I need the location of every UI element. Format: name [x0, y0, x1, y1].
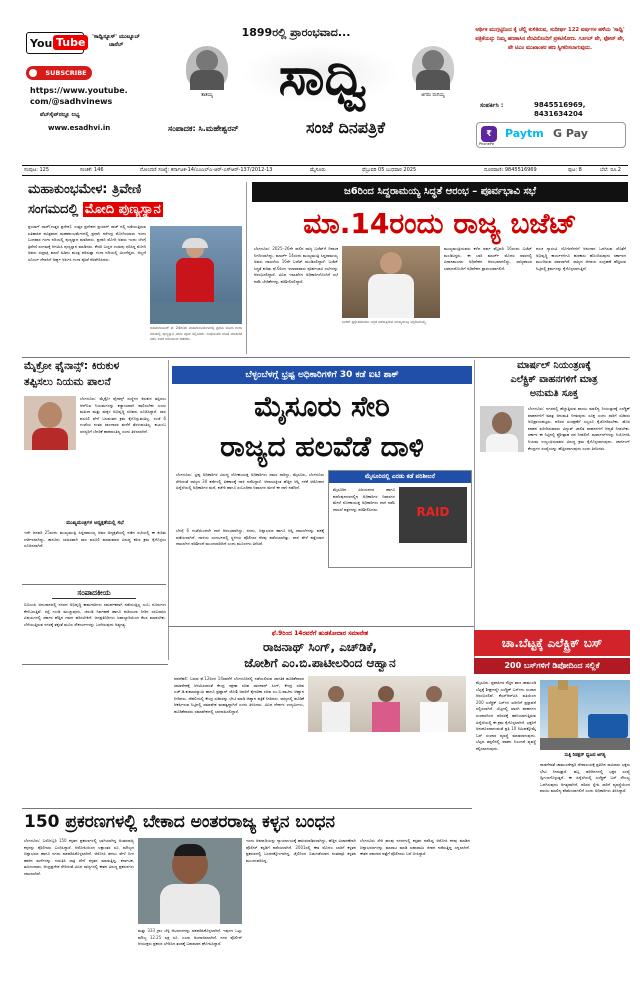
budget-photo-caption: ಬಜೆಟ್ ಪ್ರಸ್ತುತಪಡಿಸಲು ಸಿದ್ಧತೆ ನಡೆಸುತ್ತಿರುವ ಮುಖ್ಯಮಂತ್ರಿ ಸಿದ್ದರಾಮಯ್ಯ. — [342, 320, 427, 324]
editorial-title: ಸಂಪಾದಕೀಯ — [52, 588, 136, 599]
phonepe-label: PhonePe — [479, 142, 494, 146]
meeting-story — [172, 628, 468, 806]
raid-story — [172, 362, 472, 624]
marshal-headline-line2: ಎಲೆಕ್ಟ್ರಿಕ್ ವಾಹನಗಳಿಗೆ ಮಾತ್ರ — [510, 374, 598, 385]
bus-headline: ಚಾ.ಬೆಟ್ಟಕ್ಕೆ ಎಲೆಕ್ಟ್ರಿಕ್ ಬಸ್ — [501, 636, 603, 650]
logo-word: ಸಾಧ್ವಿ — [278, 46, 368, 107]
bus-body: ಮೈಸೂರು: ಪ್ರವಾಸಿಗರ ನೆಚ್ಚಿನ ತಾಣ ಚಾಮುಂಡಿ ಬೆಟ್ಟಕ್ಕೆ ಶೀಘ್ರದಲ್ಲೇ ಎಲೆಕ್ಟ್ರಿಕ್ ಬಸ್‌ಗಳು ಸಂಚಾರ ಆರಂಭಿಸಲಿವೆ. ಕೆಎಸ್‌ಆರ್‌ಟಿಸಿ ವತಿಯಿಂದ 200 ಎಲೆಕ್ಟ್ರಿಕ್ ಬಸ್‌ಗಳ ಖರೀದಿಗೆ ಪ್ರಸ್ತಾವನೆ ಸಲ್ಲಿಸಲಾಗಿದೆ. ಬೆಟ್ಟದಲ್ಲಿ ಖಾಸಗಿ ವಾಹನಗಳ ಸಂಚಾರದಿಂದ ಪರಿಸರಕ್ಕೆ ಹಾನಿಯಾಗುತ್ತಿರುವ ಹಿನ್ನೆಲೆಯಲ್ಲಿ ಈ ಕ್ರಮ ಕೈಗೊಳ್ಳಲಾಗಿದೆ. ಭಕ್ತರಿಗೆ ಅನುಕೂಲವಾಗುವಂತೆ ಪ್ರತಿ 10 ನಿಮಿಷಕ್ಕೊಮ್ಮೆ ಬಸ್ ಸಂಚಾರ ವ್ಯವಸ್ಥೆ ಮಾಡಲಾಗುವುದು. ಬೆಟ್ಟದ ತಪ್ಪಲಿನಲ್ಲಿ ವಾಹನ ನಿಲುಗಡೆ ವ್ಯವಸ್ಥೆ ಕಲ್ಪಿಸಲಾಗುವುದು. — [476, 680, 536, 751]
volume: ಸಂಪುಟ: 125 — [24, 167, 50, 173]
theft-col2: ಮತ್ತು 333 ಗ್ರಾಂ ಬೆಳ್ಳಿ ಆಭರಣಗಳನ್ನು ವಶಪಡಿಸಿಕೊಳ್ಳಲಾಗಿದೆ. ಇವುಗಳ ಒಟ್ಟು ಮೌಲ್ಯ 12.25 ಲಕ್ಷ ರೂ. ಎಂದು ಅಂದಾಜಿಸಲಾಗಿದೆ. ನಗರ ಪೊಲೀಸ್ ಆಯುಕ್ತರು ಪ್ರಕರಣ ಭೇದಿಸಿದ ತಂಡಕ್ಕೆ ಬಹುಮಾನ ಘೋಷಿಸಿದ್ದಾರೆ. — [138, 928, 242, 947]
portrait-left-caption: ತಾತಯ್ಯ — [201, 93, 213, 98]
kumbh-headline-line1: ಮಹಾಕುಂಭಮೇಳ: ತ್ರಿವೇಣಿ — [28, 182, 142, 197]
meeting-body: ನವದೆಹಲಿ: ಬರುವ ಫೆ.12ರಿಂದ 14ರವರೆಗೆ ಬೆಂಗಳೂರಿನಲ್ಲಿ ನಡೆಯಲಿರುವ ಜಾಗತಿಕ ಹೂಡಿಕೆದಾರರ ಸಮಾವೇಶಕ್ಕೆ ಆಗಮಿಸುವಂತೆ ಕೇಂದ್ರ ರಕ್ಷಣಾ ಸಚಿವ ರಾಜನಾಥ್ ಸಿಂಗ್, ಕೇಂದ್ರ ಸಚಿವ ಎಚ್.ಡಿ.ಕುಮಾರಸ್ವಾಮಿ ಹಾಗೂ ಪ್ರಹ್ಲಾದ್ ಜೋಶಿ ಅವರಿಗೆ ಕೈಗಾರಿಕಾ ಸಚಿವ ಎಂ.ಬಿ.ಪಾಟೀಲ ಆಹ್ವಾನ ನೀಡಿದರು. ದೆಹಲಿಯಲ್ಲಿ ಕೇಂದ್ರ ಸಚಿವರನ್ನು ಭೇಟಿ ಮಾಡಿ ಆಹ್ವಾನ ಪತ್ರಿಕೆ ನೀಡಿದರು. ರಾಜ್ಯದಲ್ಲಿ ಹೂಡಿಕೆ ಆಕರ್ಷಿಸುವ ನಿಟ್ಟಿನಲ್ಲಿ ಸಮಾವೇಶ ಮಹತ್ವದ್ದಾಗಿದೆ ಎಂದು ತಿಳಿಸಿದರು. ವಿವಿಧ ದೇಶಗಳ ಉದ್ಯಮಿಗಳು, ಹೂಡಿಕೆದಾರರು ಸಮಾವೇಶದಲ್ಲಿ ಭಾಗವಹಿಸಲಿದ್ದಾರೆ. — [174, 676, 304, 714]
meeting-photo — [308, 676, 466, 732]
date-bar — [22, 165, 628, 176]
raid-box-title: ಮೈಸೂರಿನಲ್ಲಿ ಎರಡು ಕಡೆ ಪರಿಶೀಲನೆ — [365, 473, 435, 480]
raid-kicker: ಬೆಳ್ಳಂಬೆಳಗ್ಗೆ ಭ್ರಷ್ಟ ಅಧಿಕಾರಿಗಳಿಗೆ 30 ಕಡೆ ಐಟಿ ಶಾಕ್ — [245, 370, 399, 380]
budget-col3: ಪಂಚ ಗ್ಯಾರಂಟಿ ಯೋಜನೆಗಳಿಗೆ ಅನುದಾನ ಒದಗಿಸುವ ಜೊತೆಗೆ ಅಭಿವೃದ್ಧಿ ಕಾರ್ಯಗಳಿಗೂ ಹಣಕಾಸು ಹೊಂದಿಸುವುದು ಸರ್ಕಾರದ ಮುಂದಿರುವ ಸವಾಲಾಗಿದೆ. ರಾಜ್ಯದ ಆದಾಯ ಸಂಗ್ರಹಣೆ ಹೆಚ್ಚಿಸುವ ನಿಟ್ಟಿನಲ್ಲಿ ಕ್ರಮಗಳನ್ನು ಕೈಗೊಳ್ಳಲಾಗುತ್ತಿದೆ. — [536, 246, 626, 271]
youtube-logo-you: You — [30, 37, 53, 50]
raid-box-body: ಮೈಸೂರಿನ ವಿಜಯನಗರ ಹಾಗೂ ಕುವೆಂಪುನಗರದಲ್ಲಿನ ಅಧಿಕಾರಿಗಳ ನಿವಾಸಗಳ ಮೇಲೆ ಲೋಕಾಯುಕ್ತ ಅಧಿಕಾರಿಗಳು ದಾಳಿ ನಡೆಸಿ ದಾಖಲೆ ಪತ್ರಗಳನ್ನು ಪರಿಶೀಲಿಸಿದರು. — [333, 487, 395, 512]
youtube-url-line2: com/@sadhvinews — [30, 97, 113, 106]
city: ಮೈಸೂರು — [310, 167, 326, 173]
bus-body2: ನಾಡದೇವತೆ ಚಾಮುಂಡೇಶ್ವರಿ ದೇವಾಲಯಕ್ಕೆ ಪ್ರತಿದಿನ ಸಾವಿರಾರು ಭಕ್ತರು ಭೇಟಿ ನೀಡುತ್ತಾರೆ. ಹಬ್ಬ ಹರಿದಿನಗಳಲ್ಲಿ ಭಕ್ತರ ಸಂಖ್ಯೆ ದ್ವಿಗುಣಗೊಳ್ಳುತ್ತದೆ. ಈ ಹಿನ್ನೆಲೆಯಲ್ಲಿ ಎಲೆಕ್ಟ್ರಿಕ್ ಬಸ್ ಸೌಲಭ್ಯ ಒದಗಿಸುವುದು ಅಗತ್ಯವಾಗಿದೆ. ಪರಿಸರ ಸ್ನೇಹಿ ಸಾರಿಗೆ ವ್ಯವಸ್ಥೆಯಿಂದ ವಾಯು ಮಾಲಿನ್ಯ ಕಡಿಮೆಯಾಗಲಿದೆ ಎಂದು ಅಧಿಕಾರಿಗಳು ತಿಳಿಸಿದ್ದಾರೆ. — [540, 762, 630, 794]
kumbh-headline-part-a: ಸಂಗಮದಲ್ಲಿ — [28, 202, 83, 217]
portrait-left — [186, 46, 228, 90]
theft-story — [22, 812, 472, 988]
raid-body1: ಬೆಂಗಳೂರು: ಭ್ರಷ್ಟ ಅಧಿಕಾರಿಗಳ ವಿರುದ್ಧ ಲೋಕಾಯುಕ್ತ ಅಧಿಕಾರಿಗಳು ಸಮರ ಸಾರಿದ್ದು, ಮೈಸೂರು, ಬೆಂಗಳೂರು ಸೇರಿದಂತೆ ರಾಜ್ಯದ 30 ಕಡೆಗಳಲ್ಲಿ ಏಕಕಾಲಕ್ಕೆ ದಾಳಿ ನಡೆಸಿದ್ದಾರೆ. ಆದಾಯಕ್ಕಿಂತ ಹೆಚ್ಚಿನ ಆಸ್ತಿ ಗಳಿಕೆ ಆರೋಪದ ಹಿನ್ನೆಲೆಯಲ್ಲಿ ಅಧಿಕಾರಿಗಳ ಮನೆ, ಕಚೇರಿ ಹಾಗೂ ಸಂಬಂಧಿಕರ ನಿವಾಸಗಳ ಮೇಲೆ ಈ ದಾಳಿ ನಡೆದಿದೆ. — [176, 472, 324, 491]
marshal-body: ಬೆಂಗಳೂರು: ನಗರದಲ್ಲಿ ಹೆಚ್ಚುತ್ತಿರುವ ವಾಯು ಮಾಲಿನ್ಯ ನಿಯಂತ್ರಣಕ್ಕೆ ಎಲೆಕ್ಟ್ರಿಕ್ ವಾಹನಗಳಿಗೆ ಮಾತ್ರ ಅನುಮತಿ ನೀಡುವುದು ಸೂಕ್ತ ಎಂದು ಸಾರಿಗೆ ಸಚಿವರು ಅಭಿಪ್ರಾಯಪಟ್ಟರು. ಪರಿಸರ ಸಂರಕ್ಷಣೆಗೆ ಎಲ್ಲರೂ ಕೈಜೋಡಿಸಬೇಕು. ಹೊಸ ವಾಹನ ಖರೀದಿಸುವವರು ವಿದ್ಯುತ್ ಚಾಲಿತ ವಾಹನಗಳಿಗೆ ಆದ್ಯತೆ ನೀಡಬೇಕು. ಸರ್ಕಾರ ಈ ನಿಟ್ಟಿನಲ್ಲಿ ಪ್ರೋತ್ಸಾಹ ಧನ ನೀಡಲಿದೆ. ಮಾರ್ಷಲ್‌ಗಳನ್ನು ನಿಯೋಜಿಸಿ ನಿಯಮ ಉಲ್ಲಂಘಿಸುವವರ ವಿರುದ್ಧ ಕ್ರಮ ಕೈಗೊಳ್ಳಲಾಗುವುದು. ಚಾರ್ಜಿಂಗ್ ಕೇಂದ್ರಗಳ ಸಂಖ್ಯೆಯನ್ನು ಹೆಚ್ಚಿಸಲಾಗುವುದು ಎಂದು ತಿಳಿಸಿದರು. — [528, 406, 630, 451]
microfinance-headline-line1: ಮೈಕ್ರೋ ಫೈನಾನ್ಸ್: ಕಿರುಕುಳ — [24, 360, 120, 372]
bell-icon — [29, 69, 37, 77]
portrait-right-caption: ಆಗರಂ ರಂಗಯ್ಯ — [421, 93, 445, 98]
raid-label: RAID — [416, 505, 450, 519]
raid-body2: ಬೆಳಗ್ಗೆ 6 ಗಂಟೆಯಿಂದಲೇ ದಾಳಿ ಆರಂಭವಾಗಿದ್ದು, ನಗದು, ಚಿನ್ನಾಭರಣ ಹಾಗೂ ಆಸ್ತಿ ದಾಖಲೆಗಳನ್ನು ವಶಕ್ಕೆ ಪಡೆಯಲಾಗಿದೆ. ದಾಳಿಯ ಸಂದರ್ಭದಲ್ಲಿ ಸ್ಥಳೀಯ ಪೊಲೀಸರ ನೆರವು ಪಡೆಯಲಾಗಿತ್ತು. ದಾಳಿ ವೇಳೆ ಪತ್ತೆಯಾದ ದಾಖಲೆಗಳ ಪರಿಶೀಲನೆ ಮುಂದುವರಿದಿದೆ ಎಂದು ಮೂಲಗಳು ತಿಳಿಸಿವೆ. — [176, 528, 324, 547]
budget-kicker: ಜ6ರಿಂದ ಸಿದ್ದರಾಮಯ್ಯ ಸಿದ್ಧತೆ ಆರಂಭ – ಪೂರ್ವಭಾವಿ ಸಭೆ — [344, 186, 536, 197]
gpay-label: G Pay — [553, 127, 588, 140]
youtube-channel-text: 'ಸಾಧ್ವಿನ್ಯೂಸ್' ಯುಟ್ಯೂಬ್ ಚಾನೆಲ್ — [92, 34, 140, 48]
pages: ಪುಟ: 8 — [568, 167, 582, 173]
microfinance-subhead: ಮುಖ್ಯಮಂತ್ರಿಗಳ ಅಧ್ಯಕ್ಷತೆಯಲ್ಲಿ ಸಭೆ — [66, 520, 124, 526]
kumbh-photo — [150, 226, 242, 324]
theft-photo — [138, 838, 242, 924]
bus-photo — [540, 680, 630, 750]
marshal-photo — [480, 406, 524, 452]
meeting-headline-line2: ಜೋಶಿಗೆ ಎಂ.ಬಿ.ಪಾಟೀಲರಿಂದ ಆಹ್ವಾನ — [244, 656, 396, 670]
website-url: www.esadhvi.in — [48, 124, 111, 132]
meeting-headline-line1: ರಾಜನಾಥ್ ಸಿಂಗ್, ಎಚ್‌ಡಿಕೆ, — [263, 640, 377, 654]
youtube-logo-tube: Tube — [53, 35, 88, 50]
budget-story — [250, 180, 630, 356]
payment-badges — [476, 122, 626, 148]
meeting-kicker: ಫೆ.9ರಿಂದ 14ರವರೆಗೆ ಹುಡಕೋದಾರ ಸಮಾವೇಶ — [271, 630, 369, 637]
price: ಬೆಲೆ: ರೂ.2 — [600, 167, 621, 173]
bus-photo-caption: ಸುತ್ತಿ ರಿಡಕ್ಷನ್ ಧ್ವಜದ ಅಗತ್ಯ — [564, 753, 606, 758]
portrait-right — [412, 46, 454, 90]
kumbh-story — [22, 182, 244, 354]
donation-ad-text: ಆರ್ಥಿಕ ಮುಗ್ಗಟ್ಟಿನಿಂದ ಕೈ ಚೆಲ್ಲಿ ಕುಳಿತಿರುವ, ಸುದೀರ್ಘ 122 ವರ್ಷಗಳ ಹಳೆಯ 'ಸಾಧ್ವಿ' ಪತ್ರಿಕೆಯನ್ನು ನಿಮ್ಮ ಹಣಕಾಸಿನ ನೆರವಿನೊಂದಿಗೆ ಪ್ರಕಟಿಸೋಣ. ಗೂಗಲ್ ಪೇ, ಫೋನ್ ಪೇ, ಪೇ ಟಿಎಂ ಮುಖಾಂತರ ಹಣ ಸ್ವೀಕರಿಸಲಾಗುವುದು. — [475, 27, 625, 51]
kumbh-caption: ಅಹಮದಾಬಾದ್ ಫೆ. 24ರಂದು ಮಹಾಕುಂಭಮೇಳದಲ್ಲಿ ಪ್ರಧಾನಿ ಮೋದಿ ಗಂಗಾ ನದಿಯಲ್ಲಿ ಪುಣ್ಯಸ್ನಾನ ಮಾಡಿ ಪೂಜೆ ಸಲ್ಲಿಸಿದರು. ಸಾಧುಸಂತರ ಜೊತೆ ಮಾತುಕತೆ ನಡೆಸಿ ಅವರ ಆಶೀರ್ವಾದ ಪಡೆದರು. — [150, 326, 242, 342]
youtube-url-line1: https://www.youtube. — [30, 86, 128, 95]
microfinance-body: ಬೆಂಗಳೂರು: ಮೈಕ್ರೋ ಫೈನಾನ್ಸ್ ಸಂಸ್ಥೆಗಳ ಕಿರುಕುಳ ತಪ್ಪಿಸಲು ಆರ್‌ಬಿಐ ನಿಯಮಗಳನ್ನು ಕಡ್ಡಾಯವಾಗಿ ಪಾಲಿಸಬೇಕು ಎಂದು ಮಹಿಳಾ ಮತ್ತು ಮಕ್ಕಳ ಅಭಿವೃದ್ಧಿ ಸಚಿವರು ಸೂಚಿಸಿದ್ದಾರೆ. ಸಾಲ ವಸೂಲಿ ವೇಳೆ ಬಲವಂತದ ಕ್ರಮ ಕೈಗೊಳ್ಳುವಂತಿಲ್ಲ. ಸಂಜೆ 6 ಗಂಟೆಯ ನಂತರ ಸಾಲಗಾರರ ಮನೆಗೆ ತೆರಳುವಂತಿಲ್ಲ. ಕುಟುಂಬ ಸದಸ್ಯರಿಗೆ ಬೆದರಿಕೆ ಹಾಕುವಂತಿಲ್ಲ ಎಂದು ತಿಳಿಸಲಾಗಿದೆ. — [80, 396, 166, 434]
kumbh-headline-line2 — [28, 202, 244, 217]
raid-headline-line2: ರಾಜ್ಯದ ಹಲವೆಡೆ ದಾಳಿ — [220, 430, 424, 463]
theft-headline: 150 ಪ್ರಕರಣಗಳಲ್ಲಿ ಬೇಕಾದ ಅಂತರರಾಜ್ಯ ಕಳ್ಳನ ಬಂಧನ — [24, 812, 335, 832]
youtube-logo — [26, 32, 84, 54]
theft-col4: ಬೆಂಗಳೂರು ಸೇರಿ ಹಲವು ನಗರಗಳಲ್ಲಿ ಕಳ್ಳತನ ನಡೆಸಿದ್ದ ಆರೋಪಿ ಕಳವು ಮಾಡಿದ ಚಿನ್ನಾಭರಣಗಳನ್ನು ಮಾರಾಟ ಮಾಡಿ ಐಷಾರಾಮಿ ಜೀವನ ನಡೆಸುತ್ತಿದ್ದ ಎನ್ನಲಾಗಿದೆ. ಈತನ ಸಹಚರರ ಪತ್ತೆಗೆ ಪೊಲೀಸರು ಬಲೆ ಬೀಸಿದ್ದಾರೆ. — [360, 838, 470, 857]
theft-col1: ಬೆಂಗಳೂರು: ಬರೋಬ್ಬರಿ 150 ಕಳ್ಳತನ ಪ್ರಕರಣಗಳಲ್ಲಿ ಭಾಗಿಯಾಗಿದ್ದ ಅಂತರರಾಜ್ಯ ಕಳ್ಳನನ್ನು ಪೊಲೀಸರು ಬಂಧಿಸಿದ್ದಾರೆ. ಆರೋಪಿಯಿಂದ ಲಕ್ಷಾಂತರ ರೂ. ಮೌಲ್ಯದ ಚಿನ್ನಾಭರಣ ಹಾಗೂ ನಗದು ವಶಪಡಿಸಿಕೊಳ್ಳಲಾಗಿದೆ. ಆರೋಪಿ ಹಗಲು ವೇಳೆ ಬೀಗ ಹಾಕಿದ ಮನೆಗಳನ್ನು ಗುರುತಿಸಿ ರಾತ್ರಿ ವೇಳೆ ಕಳ್ಳತನ ಮಾಡುತ್ತಿದ್ದ. ಕರ್ನಾಟಕ, ತಮಿಳುನಾಡು, ಆಂಧ್ರಪ್ರದೇಶ ಸೇರಿದಂತೆ ವಿವಿಧ ರಾಜ್ಯಗಳಲ್ಲಿ ಈತನ ವಿರುದ್ಧ ಪ್ರಕರಣಗಳು ದಾಖಲಾಗಿವೆ. — [24, 838, 134, 876]
budget-headline: ಮಾ.14ರಂದು ರಾಜ್ಯ ಬಜೆಟ್ — [303, 207, 577, 240]
registration: ನೋಂದಣಿ ಸಂಖ್ಯೆ: ಕರ್ನಾಟಕ-14/ಎಂಎಲ್ಎ-ಆರ್-ಎಸ್‌ಆರ್-137/2012-13 — [140, 167, 273, 173]
marshal-headline-line1: ಮಾರ್ಷಲ್ ನಿಯಂತ್ರಣಕ್ಕೆ — [517, 360, 591, 371]
marshal-story — [478, 360, 630, 662]
theft-col3: ಇಂದು ಅಪರಾಧಿಯನ್ನು ನ್ಯಾಯಾಲಯಕ್ಕೆ ಹಾಜರುಪಡಿಸಲಾಗಿದ್ದು, ಹೆಚ್ಚಿನ ವಿಚಾರಣೆಗಾಗಿ ಪೊಲೀಸ್ ಕಸ್ಟಡಿಗೆ ಪಡೆಯಲಾಗಿದೆ. 2001ರಲ್ಲಿ ಈತ ಮೊದಲ ಬಾರಿಗೆ ಕಳ್ಳತನ ಪ್ರಕರಣದಲ್ಲಿ ಬಂಧನಕ್ಕೊಳಗಾಗಿದ್ದ. ಜೈಲಿನಿಂದ ಬಿಡುಗಡೆಯಾದ ನಂತರವೂ ಕಳ್ಳತನ ಮುಂದುವರಿಸಿದ್ದ. — [246, 838, 356, 863]
contact-phone2: 8431634204 — [534, 110, 583, 118]
subscribe-badge — [26, 66, 92, 80]
phone: ದೂರವಾಣಿ: 9845516969 — [484, 167, 537, 173]
date: ಫೆಬ್ರುವರಿ 05 ಬುಧವಾರ 2025 — [362, 167, 417, 173]
microfinance-story — [22, 360, 166, 662]
contact-label: ಸಂಪರ್ಕಿಸಿ : — [480, 102, 504, 109]
kumbh-body: ಪ್ರಯಾಗ್ ರಾಜ್(ಉತ್ತರ ಪ್ರದೇಶ): ಉತ್ತರ ಪ್ರದೇಶದ ಪ್ರಯಾಗ್ ರಾಜ್ ನಲ್ಲಿ ನಡೆಯುತ್ತಿರುವ ಐತಿಹಾಸಿಕ ಪವಿತ್ರವಾದ ಮಹಾಕುಂಭಮೇಳದಲ್ಲಿ ಪ್ರಧಾನಿ ನರೇಂದ್ರ ಮೋದಿಯವರು ಇಂದು ಬುಧವಾರ ಗಂಗಾ ನದಿಯಲ್ಲಿ ಪುಣ್ಯಸ್ನಾನ ಮಾಡಿದರು. ಪ್ರಧಾನಿ ಮೋದಿ ಅವರು ಇಂದು ಬೆಳಗ್ಗೆ ತ್ರಿವೇಣಿ ಸಂಗಮಕ್ಕೆ ಆಗಮಿಸಿ ಪುಣ್ಯಸ್ನಾನ ಮಾಡಿದರು. ಕೇಸರಿ ಬಣ್ಣದ ಉಡುಪು ಧರಿಸಿದ್ದ ಮೋದಿ ಅವರು ರುದ್ರಾಕ್ಷಿ ಮಾಲೆ ಹಿಡಿದು ಮಂತ್ರ ಪಠಿಸುತ್ತಾ ಗಂಗಾ ನದಿಯಲ್ಲಿ ಮಿಂದೆದ್ದರು. ಅಲ್ಲದೆ ಸೂರ್ಯ ದೇವನಿಗೆ ಅರ್ಘ್ಯ ಅರ್ಪಿಸಿ ಗಂಗಾ ಪೂಜೆ ನೆರವೇರಿಸಿದರು. — [28, 224, 146, 262]
bus-subhead-bar — [474, 658, 630, 674]
contact-phone1: 9845516969, — [534, 101, 586, 109]
budget-photo — [342, 246, 440, 318]
microfinance-headline-line2: ತಪ್ಪಿಸಲು ನಿಯಮ ಪಾಲನೆ — [24, 376, 111, 388]
budget-col1: ಬೆಂಗಳೂರು: 2025–26ನೇ ಸಾಲಿನ ರಾಜ್ಯ ಬಜೆಟ್‌ಗೆ ದಿನಾಂಕ ನಿಗದಿಯಾಗಿದ್ದು, ಮಾರ್ಚ್ 14ರಂದು ಮುಖ್ಯಮಂತ್ರಿ ಸಿದ್ದರಾಮಯ್ಯ ಅವರು ದಾಖಲೆಯ 16ನೇ ಬಜೆಟ್ ಮಂಡಿಸಲಿದ್ದಾರೆ. ಬಜೆಟ್ ಸಿದ್ಧತೆ ಕುರಿತು ಫೆ.6ರಿಂದ ಇಲಾಖಾವಾರು ಪೂರ್ವಭಾವಿ ಸಭೆಗಳನ್ನು ಆರಂಭಿಸಲಿದ್ದಾರೆ. ವಿವಿಧ ಇಲಾಖೆಗಳ ಅಧಿಕಾರಿಗಳೊಂದಿಗೆ ಸಭೆ ನಡೆಸಿ ಬೇಡಿಕೆಗಳನ್ನು ಪರಿಶೀಲಿಸಲಿದ್ದಾರೆ. — [254, 246, 338, 284]
website-caption: ವೆಬ್‌ಸೈಟ್‌ನಲ್ಲೂ ಲಭ್ಯ — [40, 112, 80, 118]
editorial-body: ಬಿಬಿಎಂಪಿ ಅನುದಾನದಲ್ಲಿ ನಗರದ ಅಭಿವೃದ್ಧಿ ಕಾಮಗಾರಿಗಳು ಸಮರ್ಪಕವಾಗಿ ನಡೆಯುತ್ತಿಲ್ಲ ಎಂಬ ದೂರುಗಳು ಕೇಳಿಬರುತ್ತಿವೆ. ರಸ್ತೆ ಗುಂಡಿ ಮುಚ್ಚುವುದು, ಚರಂಡಿ ನಿರ್ವಹಣೆ ಹಾಗೂ ಕುಡಿಯುವ ನೀರಿನ ಸರಬರಾಜು ವಿಷಯಗಳಲ್ಲಿ ಸರ್ಕಾರ ಹೆಚ್ಚಿನ ಗಮನ ಹರಿಸಬೇಕಿದೆ. ಜನಪ್ರತಿನಿಧಿಗಳು ಜವಾಬ್ದಾರಿಯಿಂದ ಕೆಲಸ ಮಾಡಬೇಕು. ಬೆಳೆಯುತ್ತಿರುವ ನಗರಕ್ಕೆ ತಕ್ಕಂತೆ ಮೂಲ ಸೌಕರ್ಯಗಳನ್ನು ಒದಗಿಸುವುದು ಅತ್ಯಗತ್ಯ. — [24, 602, 166, 627]
paytm-label: Paytm — [505, 127, 544, 140]
raid-box — [328, 470, 472, 568]
editor-label: ಸಂಪಾದಕ: ಸಿ.ಮಹೇಶ್ವರನ್ — [168, 124, 239, 133]
donation-ad — [470, 26, 630, 154]
raid-image — [399, 487, 467, 543]
bus-subhead: 200 ಬಸ್‌ಗಳಿಗೆ ಡಿಪೋದಿಂದ ಸಲ್ಲಿಕೆ — [504, 661, 600, 670]
raid-kicker-bar — [172, 366, 472, 384]
bus-headline-bar — [474, 630, 630, 656]
subscribe-label: SUBSCRIBE — [45, 69, 87, 77]
budget-col2: ಮುಖ್ಯಮಂತ್ರಿಯವರು ಕಳೆದ ವರ್ಷ ಫೆಬ್ರವರಿ 16ರಂದು ಬಜೆಟ್ ಮಂಡಿಸಿದ್ದರು. ಈ ಬಾರಿ ಮಾರ್ಚ್ ಮೊದಲ ವಾರದಲ್ಲಿ ವಿಧಾನಮಂಡಲ ಅಧಿವೇಶನ ಆರಂಭವಾಗಲಿದ್ದು, ರಾಜ್ಯಪಾಲರ ಭಾಷಣದೊಂದಿಗೆ ಅಧಿವೇಶನ ಪ್ರಾರಂಭವಾಗಲಿದೆ. — [444, 246, 532, 271]
microfinance-body2: ಇದೇ ಜನವರಿ 25ರಂದು ಮುಖ್ಯಮಂತ್ರಿ ಸಿದ್ದರಾಮಯ್ಯ ಅವರ ಅಧ್ಯಕ್ಷತೆಯಲ್ಲಿ ನಡೆದ ಸಭೆಯಲ್ಲಿ ಈ ಕುರಿತು ಚರ್ಚಿಸಲಾಗಿದ್ದು, ಕಾನೂನು ಬಾಹಿರವಾಗಿ ಸಾಲ ವಸೂಲಿ ಮಾಡುವವರ ವಿರುದ್ಧ ಕಠಿಣ ಕ್ರಮ ಕೈಗೊಳ್ಳಲು ಸೂಚಿಸಲಾಗಿದೆ. — [24, 530, 166, 549]
budget-kicker-bar — [252, 182, 628, 202]
founded-text: 1899ರಲ್ಲಿ ಪ್ರಾರಂಭವಾದ... — [241, 26, 351, 39]
kumbh-headline-highlight: ಮೋದಿ ಪುಣ್ಯಸ್ನಾನ — [84, 202, 161, 217]
paper-type: ಸಂಜೆ ದಿನಪತ್ರಿಕೆ — [306, 118, 386, 137]
raid-box-title-bar — [329, 471, 471, 483]
microfinance-photo — [24, 396, 76, 450]
raid-headline-line1: ಮೈಸೂರು ಸೇರಿ — [254, 390, 390, 423]
marshal-headline-line3: ಅನುಮತಿ ಸೂಕ್ತ — [529, 388, 579, 399]
phonepe-icon: ₹ — [481, 126, 497, 142]
issue: ಸಂಚಿಕೆ: 146 — [80, 167, 104, 173]
